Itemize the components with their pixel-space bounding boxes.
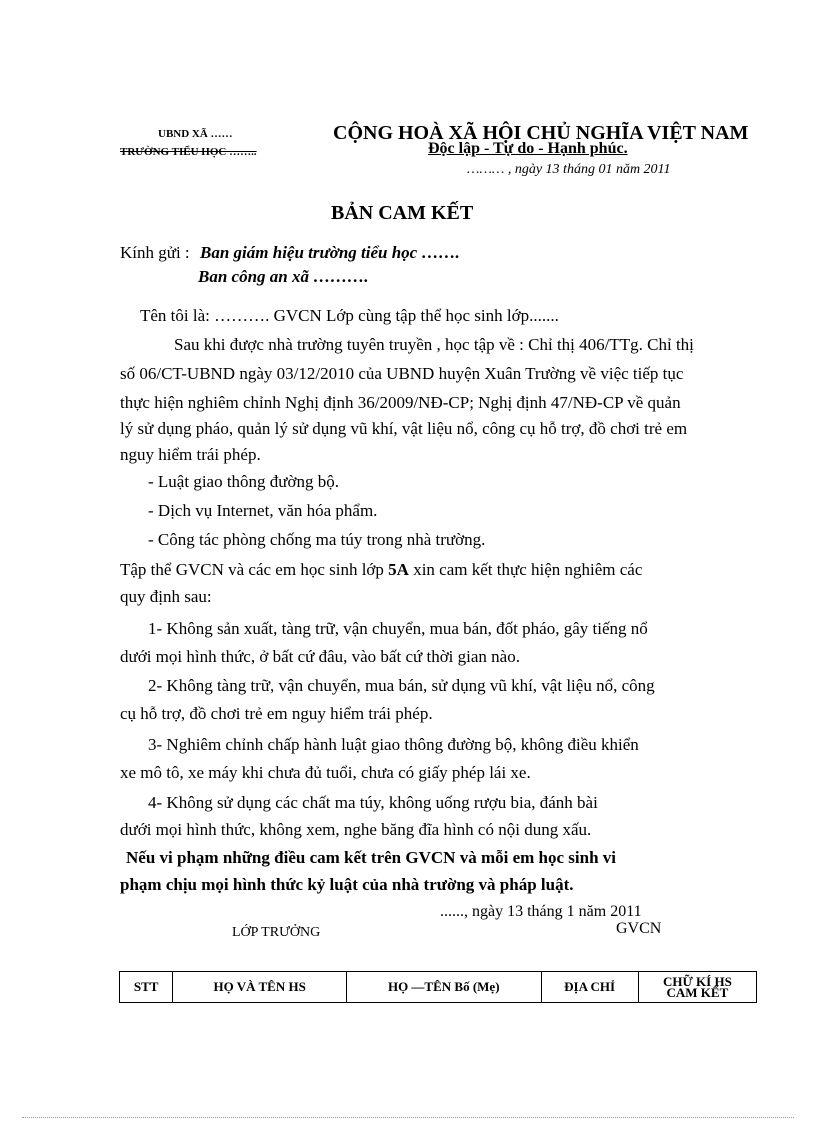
bullet-item: - Luật giao thông đường bộ. [148,472,340,491]
recipient-2: Ban công an xã ………. [198,267,369,286]
paragraph-line: số 06/CT-UBND ngày 03/12/2010 của UBND huyện Xuân Trường về việc tiếp tục [120,364,684,383]
rule-item: 2- Không tàng trữ, vận chuyển, mua bán, sử dụng vũ khí, vật liệu nổ, công [148,676,655,695]
paragraph-line: thực hiện nghiêm chỉnh Nghị định 36/2009/NĐ-CP; Nghị định 47/NĐ-CP về quản [120,393,681,412]
col-student-name: HỌ VÀ TÊN HS [173,972,347,1003]
col-stt: STT [120,972,173,1003]
signature-date: ......, ngày 13 tháng 1 năm 2011 [440,903,642,920]
class-monitor-label: LỚP TRƯỞNG [232,925,321,940]
rule-item: 4- Không sử dụng các chất ma túy, không uống rượu bia, đánh bài [148,793,598,812]
warning-line: phạm chịu mọi hình thức kỷ luật của nhà trường và pháp luật. [120,875,574,894]
rule-item: 3- Nghiêm chỉnh chấp hành luật giao thông đường bộ, không điều khiển [148,735,639,754]
paragraph-line: nguy hiểm trái phép. [120,445,261,464]
commit-line-2: quy định sau: [120,587,212,606]
recipient-prefix: Kính gửi : [120,243,190,262]
paragraph-line: Sau khi được nhà trường tuyên truyền , học tập về : Chỉ thị 406/TTg. Chỉ thị [174,335,694,354]
class-name: 5A [388,560,409,579]
ubnd-label: UBND XÃ …… [158,128,233,140]
student-table [119,971,757,1003]
rule-item-cont: dưới mọi hình thức, ở bất cứ đâu, vào bất cứ thời gian nào. [120,647,520,666]
col-signature-line1: CHỮ KÍ HS [662,974,732,989]
document-title: BẢN CAM KẾT [331,202,474,224]
bullet-item: - Công tác phòng chống ma túy trong nhà trường. [148,530,486,549]
rule-item-cont: cụ hỗ trợ, đồ chơi trẻ em nguy hiểm trái phép. [120,704,433,723]
page-footer-rule [22,1117,794,1118]
date-line: ……… , ngày 13 tháng 01 năm 2011 [467,162,671,177]
col-signature [638,972,756,1003]
rule-item-cont: xe mô tô, xe máy khi chưa đủ tuổi, chưa có giấy phép lái xe. [120,763,531,782]
col-parent-name: HỌ —TÊN Bố (Mẹ) [346,972,541,1003]
school-label: TRƯỜNG TIỂU HỌC …….. [120,146,257,158]
col-signature-line2: CAM KẾT [666,985,729,1000]
motto: Độc lập - Tự do - Hạnh phúc. [428,140,628,157]
teacher-label: GVCN [616,920,662,937]
rule-item: 1- Không sản xuất, tàng trữ, vận chuyển, mua bán, đốt pháo, gây tiếng nổ [148,619,648,638]
commit-post: xin cam kết thực hiện nghiêm các [408,560,643,579]
commit-line [120,560,642,580]
table-header-row [120,972,757,1003]
warning-line: Nếu vi phạm những điều cam kết trên GVCN và mỗi em học sinh vi [126,848,617,867]
bullet-item: - Dịch vụ Internet, văn hóa phẩm. [148,501,378,520]
paragraph-line: lý sử dụng pháo, quản lý sử dụng vũ khí, vật liệu nổ, công cụ hỗ trợ, đồ chơi trẻ em [120,419,688,438]
col-address: ĐỊA CHỈ [541,972,638,1003]
nation-title: CỘNG HOÀ XÃ HỘI CHỦ NGHĨA VIỆT NAM [333,122,749,144]
rule-item-cont: dưới mọi hình thức, không xem, nghe băng đĩa hình có nội dung xấu. [120,820,592,839]
recipient-1: Ban giám hiệu trường tiểu học ……. [200,243,460,262]
commit-pre: Tập thể GVCN và các em học sinh lớp [120,560,389,579]
intro-line: Tên tôi là: ………. GVCN Lớp cùng tập thể học sinh lớp....... [140,306,559,325]
